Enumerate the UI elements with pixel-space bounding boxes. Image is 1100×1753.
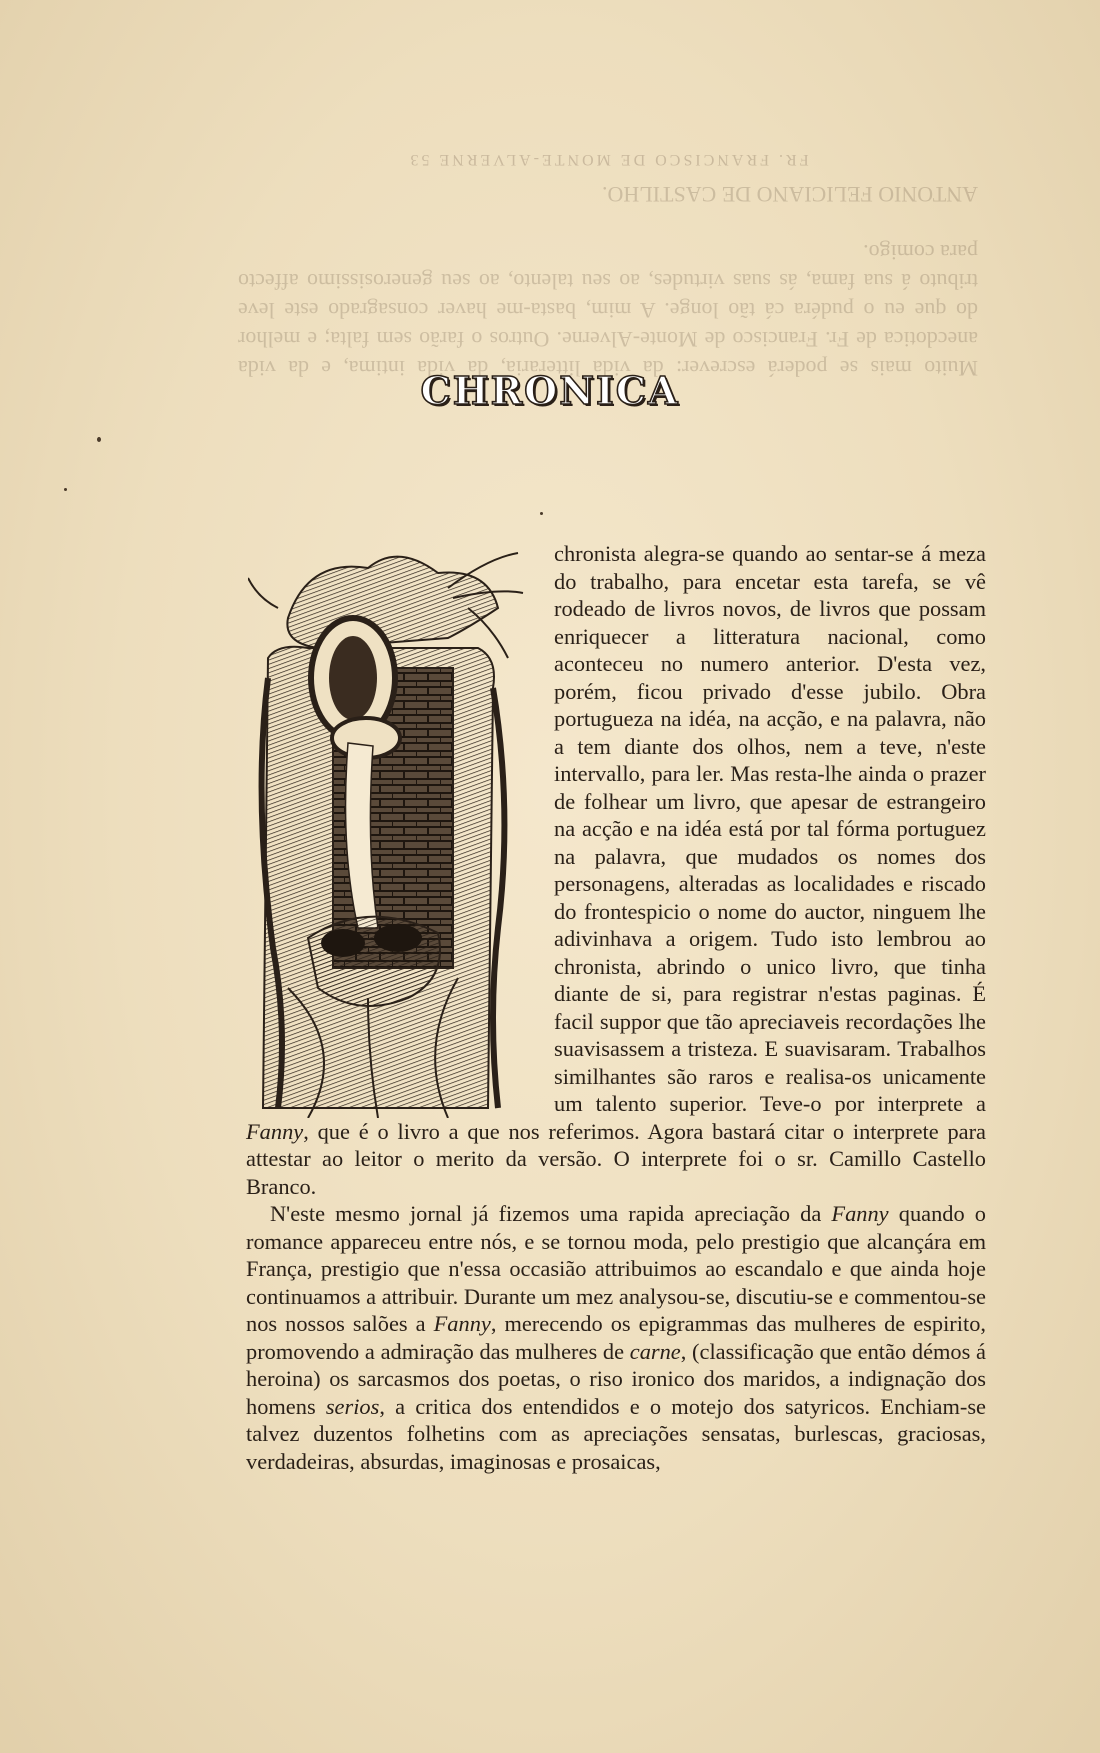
paragraph-1: chronista alegra-se quando ao sentar-se á meza do trabalho, para encetar esta tarefa, se vê rodeado de livros novos, de livros que possam enriquecer a litteratura nacional, como aconteceu no numero anterior. D'esta vez, porém, ficou privado d'esse jubilo. Obra portugueza na idéa, na acção, e na palavra, não a tem diante dos olhos, nem a teve, n'este intervallo, para ler. Mas resta-lhe ainda o prazer de folhear um livro, que apesar de estrangeiro na acção e na idéa está por tal fórma portuguez na palavra, que mudados os nomes dos personagens, alteradas as localidades e riscado do frontespicio o nome do auctor, ninguem lhe adivinhava a origem. Tudo isto lembrou ao chronista, abrindo o unico livro, que tinha diante de si, para registrar n'estas paginas. É facil suppor que tão apreciaveis recordações lhe suavisassem a tristeza. E suavisaram. Trabalhos similhantes são raros e realisa-os unicamente um talento superior. Teve-o por interprete a Fanny, que é o livro a que nos referimos. Agora bastará citar o interprete para attestar ao leitor o merito da versão. O interprete foi o sr. Camillo Castello Branco. xyxy=(246,541,986,1199)
paper-speck xyxy=(97,437,101,442)
paper-speck xyxy=(64,488,67,491)
page-title: CHRONICA xyxy=(420,368,680,413)
bleedthrough-header: FR. FRANCISCO DE MONTE-ALVERNE 53 xyxy=(407,151,809,168)
paragraph-2: N'este mesmo jornal já fizemos uma rapida apreciação da Fanny quando o romance appareceu entre nós, e se tornou moda, pelo prestigio que alcançára em França, prestigio que n'essa occasião attribuimos ao escandalo e que ainda hoje continuamos a attribuir. Durante um mez analysou-se, discutiu-se e commentou-se nos nossos salões a Fanny, merecendo os epigrammas das mulheres de espirito, promovendo a admiração das mulheres de carne, (classificação que então démos á heroina) os sarcasmos dos poetas, o riso ironico dos maridos, a indignação dos homens serios, a critica dos entendidos e o motejo dos satyricos. Enchiam-se talvez duzentos folhetins com as apreciações sensatas, burlescas, graciosas, verdadeiras, absurdas, imaginosas e prosaicas, xyxy=(246,1201,987,1474)
illuminated-initial-o-fountain-icon xyxy=(248,548,538,1118)
bleedthrough-text: Muito mais se poderá escrever: da vida litteraria, da vida intima, e da vida anecdotica de Fr. Francisco de Monte-Alverne. Outros o farão sem falta; e melhor do que eu o pudéra cá tão longe. A mim, basta-me haver consagrado este leve tributo á sua fama, ás suas virtudes, ao seu talento, ao seu generosissimo affecto para comigo. ANTONIO FELICIANO DE CASTILHO. xyxy=(238,182,978,381)
paper-speck xyxy=(540,512,543,515)
